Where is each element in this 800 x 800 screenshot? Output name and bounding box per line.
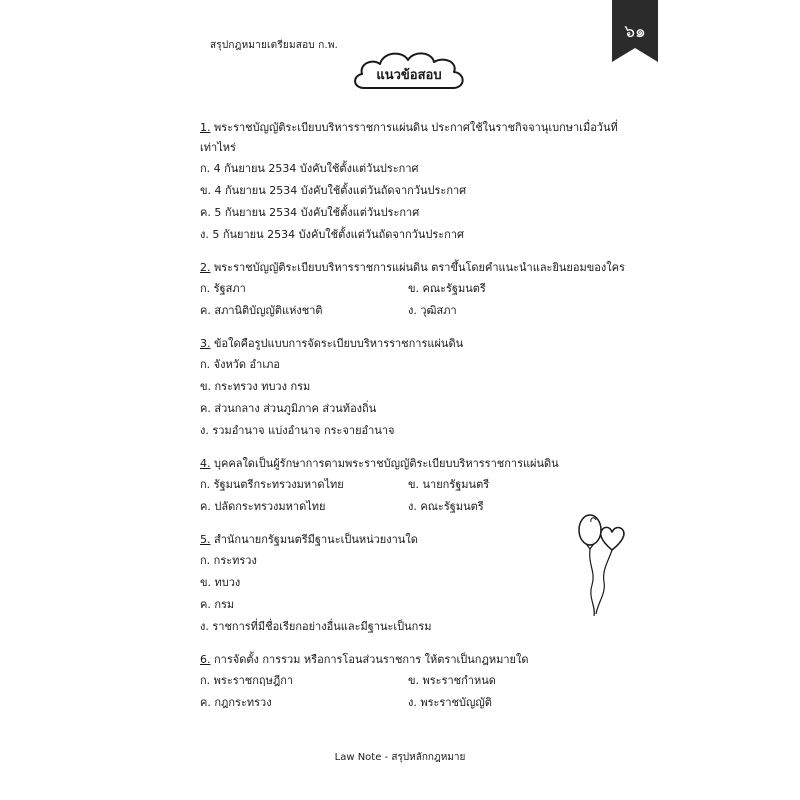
question-list — [200, 118, 625, 726]
question-text — [200, 258, 625, 278]
option: ง. วุฒิสภา — [408, 304, 457, 317]
question-body: สำนักนายกรัฐมนตรีมีฐานะเป็นหน่วยงานใด — [214, 533, 418, 546]
balloons-illustration — [572, 510, 632, 620]
question-number: 1. — [200, 121, 211, 134]
option: ข. คณะรัฐมนตรี — [408, 282, 486, 295]
option: ก. รัฐสภา — [200, 282, 246, 295]
option: ก. พระราชกฤษฎีกา — [200, 674, 294, 687]
question-text — [200, 454, 625, 474]
balloons-icon — [572, 510, 632, 620]
question-number: 4. — [200, 457, 211, 470]
option: ข. ทบวง — [200, 576, 241, 589]
page-number-tab — [612, 0, 658, 62]
option: ง. ราชการที่มีชื่อเรียกอย่างอื่นและมีฐานะเป็นกรม — [200, 620, 432, 633]
option-row — [200, 692, 625, 714]
question-3 — [200, 334, 625, 442]
option: ก. กระทรวง — [200, 554, 257, 567]
question-number: 3. — [200, 337, 211, 350]
option: ค. ปลัดกระทรวงมหาดไทย — [200, 500, 326, 513]
option: ข. นายกรัฐมนตรี — [408, 478, 490, 491]
question-2 — [200, 258, 625, 322]
option-row — [200, 300, 625, 322]
option: ข. พระราชกำหนด — [408, 674, 496, 687]
page-number: ๖๑ — [624, 22, 646, 42]
option-row — [200, 474, 625, 496]
question-body: บุคคลใดเป็นผู้รักษาการตามพระราชบัญญัติระเบียบบริหารราชการแผ่นดิน — [214, 457, 559, 470]
question-4 — [200, 454, 625, 518]
question-body: การจัดตั้ง การรวม หรือการโอนส่วนราชการ ให้ตราเป็นกฎหมายใด — [214, 653, 529, 666]
option: ง. 5 กันยายน 2534 บังคับใช้ตั้งแต่วันถัดจากวันประกาศ — [200, 228, 464, 241]
option: ก. จังหวัด อำเภอ — [200, 358, 280, 371]
question-text — [200, 650, 625, 670]
option: ข. 4 กันยายน 2534 บังคับใช้ตั้งแต่วันถัดจากวันประกาศ — [200, 184, 467, 197]
option: ข. กระทรวง ทบวง กรม — [200, 380, 311, 393]
option-row — [200, 670, 625, 692]
section-title-cloud — [350, 48, 468, 98]
option: ค. สภานิติบัญญัติแห่งชาติ — [200, 304, 323, 317]
question-body: ข้อใดคือรูปแบบการจัดระเบียบบริหารราชการแผ่นดิน — [214, 337, 464, 350]
question-number: 5. — [200, 533, 211, 546]
option: ง. คณะรัฐมนตรี — [408, 500, 484, 513]
option: ง. รวมอำนาจ แบ่งอำนาจ กระจายอำนาจ — [200, 424, 395, 437]
option: ก. 4 กันยายน 2534 บังคับใช้ตั้งแต่วันประกาศ — [200, 162, 419, 175]
question-text — [200, 530, 625, 550]
question-1 — [200, 118, 625, 246]
question-5 — [200, 530, 625, 638]
option: ก. รัฐมนตรีกระทรวงมหาดไทย — [200, 478, 344, 491]
option: ง. พระราชบัญญัติ — [408, 696, 492, 709]
option: ค. กรม — [200, 598, 235, 611]
question-text — [200, 334, 625, 354]
running-header: สรุปกฎหมายเตรียมสอบ ก.พ. — [210, 40, 339, 51]
option-row — [200, 496, 625, 518]
question-number: 6. — [200, 653, 211, 666]
section-title: แนวข้อสอบ — [376, 68, 442, 83]
question-body: พระราชบัญญัติระเบียบบริหารราชการแผ่นดิน ตราขึ้นโดยคำแนะนำและยินยอมของใคร — [214, 261, 625, 274]
option: ค. 5 กันยายน 2534 บังคับใช้ตั้งแต่วันประกาศ — [200, 206, 420, 219]
option: ค. ส่วนกลาง ส่วนภูมิภาค ส่วนท้องถิ่น — [200, 402, 377, 415]
question-text — [200, 118, 625, 158]
question-body: พระราชบัญญัติระเบียบบริหารราชการแผ่นดิน ประกาศใช้ในราชกิจจานุเบกษาเมื่อวันที่เท่าไหร่ — [200, 121, 618, 154]
question-6 — [200, 650, 625, 714]
option-row — [200, 278, 625, 300]
option: ค. กฎกระทรวง — [200, 696, 272, 709]
page-footer: Law Note - สรุปหลักกฎหมาย — [334, 752, 466, 763]
question-number: 2. — [200, 261, 211, 274]
